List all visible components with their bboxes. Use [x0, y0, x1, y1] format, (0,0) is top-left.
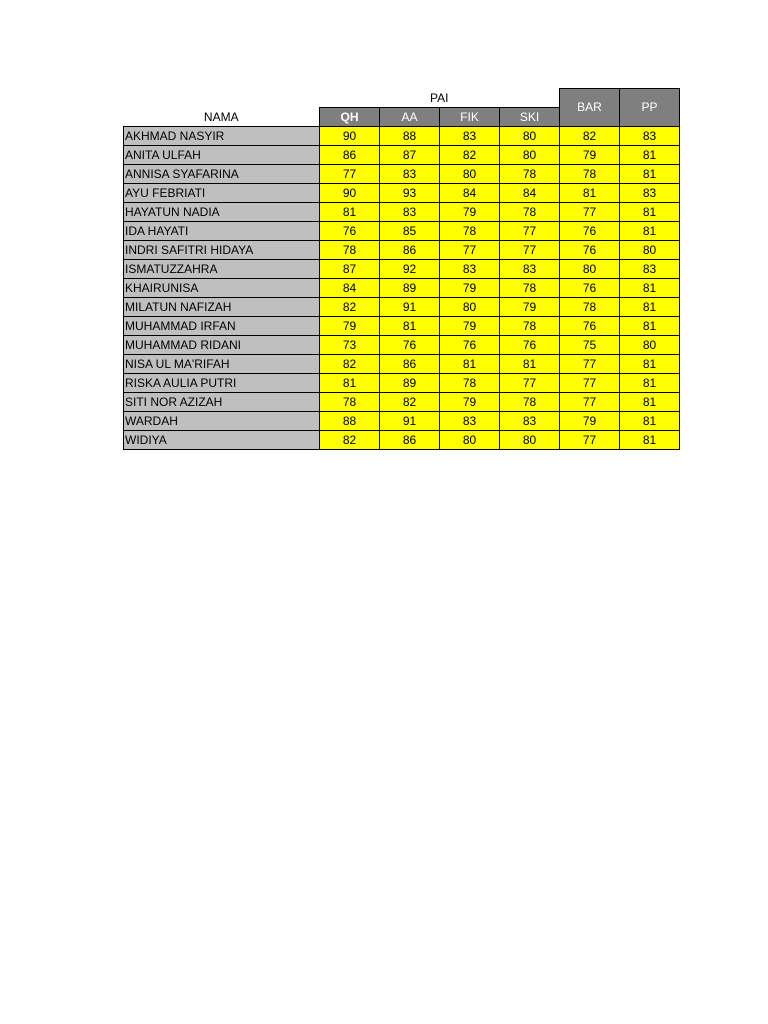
- score-cell: 81: [620, 278, 680, 297]
- table-row: [124, 145, 680, 164]
- score-cell: 76: [440, 335, 500, 354]
- score-cell: 83: [440, 126, 500, 145]
- score-cell: 82: [320, 297, 380, 316]
- score-cell: 80: [440, 297, 500, 316]
- score-cell: 77: [560, 392, 620, 411]
- score-cell: 77: [500, 373, 560, 392]
- score-cell: 89: [380, 278, 440, 297]
- score-cell: 81: [620, 430, 680, 449]
- table-row: [124, 164, 680, 183]
- score-cell: 78: [500, 316, 560, 335]
- student-name-cell: RISKA AULIA PUTRI: [124, 373, 320, 392]
- score-cell: 83: [380, 164, 440, 183]
- score-cell: 75: [560, 335, 620, 354]
- score-cell: 81: [440, 354, 500, 373]
- score-cell: 87: [320, 259, 380, 278]
- score-cell: 78: [500, 202, 560, 221]
- score-cell: 78: [440, 221, 500, 240]
- score-cell: 80: [500, 430, 560, 449]
- score-cell: 88: [380, 126, 440, 145]
- table-row: [124, 335, 680, 354]
- score-cell: 79: [440, 316, 500, 335]
- score-cell: 81: [620, 392, 680, 411]
- table-row: [124, 183, 680, 202]
- bar-column-header: BAR: [560, 89, 620, 127]
- score-cell: 80: [560, 259, 620, 278]
- score-cell: 77: [560, 430, 620, 449]
- score-cell: 83: [620, 259, 680, 278]
- score-cell: 77: [320, 164, 380, 183]
- score-cell: 89: [380, 373, 440, 392]
- score-cell: 77: [500, 240, 560, 259]
- score-cell: 79: [500, 297, 560, 316]
- score-cell: 83: [440, 259, 500, 278]
- score-cell: 86: [380, 240, 440, 259]
- table-row: [124, 354, 680, 373]
- table-row: [124, 392, 680, 411]
- score-cell: 86: [380, 354, 440, 373]
- score-cell: 83: [500, 411, 560, 430]
- score-cell: 78: [500, 164, 560, 183]
- score-cell: 87: [380, 145, 440, 164]
- score-cell: 77: [500, 221, 560, 240]
- score-cell: 81: [620, 354, 680, 373]
- student-name-cell: AKHMAD NASYIR: [124, 126, 320, 145]
- student-name-cell: SITI NOR AZIZAH: [124, 392, 320, 411]
- score-cell: 81: [380, 316, 440, 335]
- score-cell: 80: [620, 240, 680, 259]
- score-cell: 82: [320, 354, 380, 373]
- score-cell: 91: [380, 297, 440, 316]
- score-cell: 76: [560, 240, 620, 259]
- student-name-cell: MILATUN NAFIZAH: [124, 297, 320, 316]
- ski-column-header: SKI: [500, 107, 560, 126]
- table-row: [124, 240, 680, 259]
- score-cell: 84: [320, 278, 380, 297]
- score-cell: 90: [320, 126, 380, 145]
- score-cell: 80: [500, 126, 560, 145]
- score-cell: 78: [440, 373, 500, 392]
- score-cell: 81: [620, 202, 680, 221]
- score-cell: 88: [320, 411, 380, 430]
- score-cell: 79: [440, 202, 500, 221]
- student-name-cell: IDA HAYATI: [124, 221, 320, 240]
- score-cell: 76: [500, 335, 560, 354]
- table-row: [124, 373, 680, 392]
- table-row: [124, 278, 680, 297]
- grades-table: [123, 88, 680, 450]
- student-name-cell: WARDAH: [124, 411, 320, 430]
- score-cell: 81: [500, 354, 560, 373]
- score-cell: 78: [320, 240, 380, 259]
- fik-column-header: FIK: [440, 107, 500, 126]
- score-cell: 81: [620, 221, 680, 240]
- score-cell: 79: [560, 411, 620, 430]
- score-cell: 78: [560, 164, 620, 183]
- pai-group-header: PAI: [320, 89, 560, 108]
- score-cell: 81: [620, 316, 680, 335]
- score-cell: 78: [320, 392, 380, 411]
- student-name-cell: MUHAMMAD IRFAN: [124, 316, 320, 335]
- student-name-cell: ANITA ULFAH: [124, 145, 320, 164]
- student-name-cell: MUHAMMAD RIDANI: [124, 335, 320, 354]
- name-column-header: NAMA: [124, 89, 320, 127]
- student-name-cell: AYU FEBRIATI: [124, 183, 320, 202]
- score-cell: 79: [440, 392, 500, 411]
- score-cell: 81: [620, 297, 680, 316]
- student-name-cell: INDRI SAFITRI HIDAYA: [124, 240, 320, 259]
- score-cell: 81: [620, 411, 680, 430]
- score-cell: 83: [440, 411, 500, 430]
- table-row: [124, 259, 680, 278]
- score-cell: 80: [440, 164, 500, 183]
- score-cell: 92: [380, 259, 440, 278]
- score-cell: 83: [620, 183, 680, 202]
- score-cell: 78: [560, 297, 620, 316]
- score-cell: 77: [560, 373, 620, 392]
- table-row: [124, 202, 680, 221]
- score-cell: 86: [320, 145, 380, 164]
- score-cell: 82: [320, 430, 380, 449]
- score-cell: 82: [440, 145, 500, 164]
- score-cell: 78: [500, 278, 560, 297]
- score-cell: 81: [320, 202, 380, 221]
- student-name-cell: NISA UL MA'RIFAH: [124, 354, 320, 373]
- score-cell: 83: [620, 126, 680, 145]
- table-row: [124, 126, 680, 145]
- score-cell: 82: [380, 392, 440, 411]
- score-cell: 80: [620, 335, 680, 354]
- score-cell: 79: [560, 145, 620, 164]
- student-name-cell: HAYATUN NADIA: [124, 202, 320, 221]
- score-cell: 82: [560, 126, 620, 145]
- score-cell: 76: [320, 221, 380, 240]
- score-cell: 83: [380, 202, 440, 221]
- score-cell: 76: [560, 278, 620, 297]
- score-cell: 77: [440, 240, 500, 259]
- table-row: [124, 411, 680, 430]
- grades-table-body: [124, 126, 680, 449]
- score-cell: 86: [380, 430, 440, 449]
- score-cell: 79: [440, 278, 500, 297]
- score-cell: 84: [500, 183, 560, 202]
- score-cell: 77: [560, 354, 620, 373]
- pp-column-header: PP: [620, 89, 680, 127]
- score-cell: 78: [500, 392, 560, 411]
- score-cell: 77: [560, 202, 620, 221]
- student-name-cell: WIDIYA: [124, 430, 320, 449]
- score-cell: 81: [620, 164, 680, 183]
- table-row: [124, 221, 680, 240]
- score-cell: 81: [320, 373, 380, 392]
- score-cell: 79: [320, 316, 380, 335]
- qh-column-header: QH: [320, 107, 380, 126]
- score-cell: 73: [320, 335, 380, 354]
- score-cell: 90: [320, 183, 380, 202]
- table-row: [124, 297, 680, 316]
- score-cell: 80: [440, 430, 500, 449]
- score-cell: 76: [560, 316, 620, 335]
- score-cell: 83: [500, 259, 560, 278]
- score-cell: 80: [500, 145, 560, 164]
- score-cell: 91: [380, 411, 440, 430]
- table-row: [124, 430, 680, 449]
- student-name-cell: ANNISA SYAFARINA: [124, 164, 320, 183]
- score-cell: 81: [620, 373, 680, 392]
- table-row: [124, 316, 680, 335]
- aa-column-header: AA: [380, 107, 440, 126]
- score-cell: 76: [560, 221, 620, 240]
- score-cell: 85: [380, 221, 440, 240]
- score-cell: 93: [380, 183, 440, 202]
- student-name-cell: KHAIRUNISA: [124, 278, 320, 297]
- score-cell: 81: [620, 145, 680, 164]
- student-name-cell: ISMATUZZAHRA: [124, 259, 320, 278]
- score-cell: 81: [560, 183, 620, 202]
- score-cell: 76: [380, 335, 440, 354]
- score-cell: 84: [440, 183, 500, 202]
